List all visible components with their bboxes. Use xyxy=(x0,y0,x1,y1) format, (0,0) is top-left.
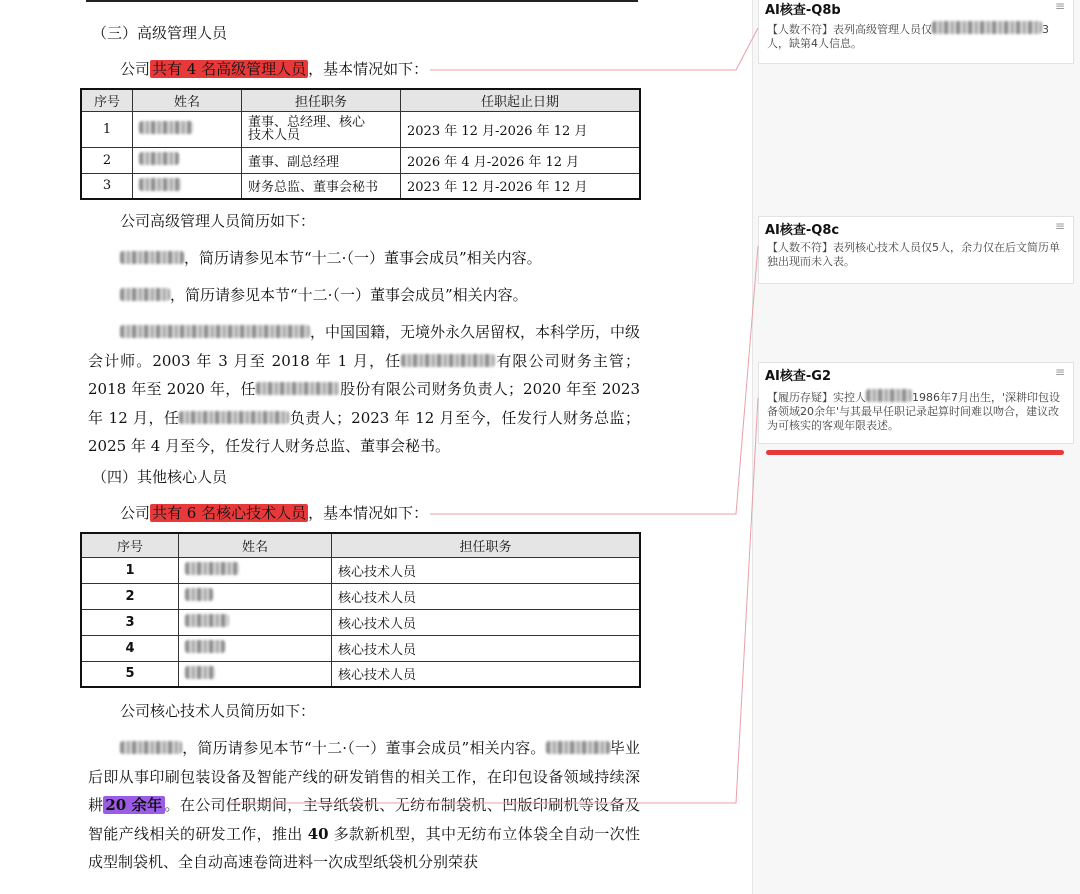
core-th-role: 担任职务 xyxy=(332,533,641,557)
comment-body: 【人数不符】表列高级管理人员仅 3人，缺第4人信息。 xyxy=(767,23,1049,50)
exec-th-role: 担任职务 xyxy=(242,89,401,111)
table-row: 2 核心技术人员 xyxy=(81,583,640,609)
section-heading-core: （四）其他核心人员 xyxy=(92,468,228,486)
table-row: 5 核心技术人员 xyxy=(81,661,640,687)
exec-th-no: 序号 xyxy=(81,89,133,111)
name-redacted xyxy=(179,557,332,583)
exec-bio-intro: 公司高级管理人员简历如下： xyxy=(120,212,316,230)
exec-bio-2: ，简历请参见本节“十二·（一）董事会成员”相关内容。 xyxy=(88,281,640,310)
table-row: 3 核心技术人员 xyxy=(81,609,640,635)
comment-card-q8b[interactable] xyxy=(758,0,1074,64)
name-redacted xyxy=(179,609,332,635)
comment-title: AI核查-G2 xyxy=(765,369,832,384)
exec-bio-3: ，中国国籍，无境外永久居留权，本科学历，中级会计师。2003 年 3 月至 2018 年 1 月，任 有限公司财务主管；2018 年至 2020 年，任 股份有限公司财务负责人；2020 年至 2023 年 12 月，任 负责人；2023 年 12 月至今，任发行人财务总监；2025 年 4 月至今，任发行人财务总监、董事会秘书。 xyxy=(88,323,641,455)
comment-menu-icon[interactable]: ≡ xyxy=(1054,0,1065,13)
highlight-core-count[interactable]: 共有 6 名核心技术人员 xyxy=(152,504,307,522)
name-redacted xyxy=(179,583,332,609)
comment-title: AI核查-Q8b xyxy=(765,3,841,18)
core-table xyxy=(80,532,641,688)
comment-body: 【人数不符】表列核心技术人员仅5人，余力仅在后文简历单独出现而未入表。 xyxy=(767,241,1060,268)
comment-card-q8c[interactable] xyxy=(758,216,1074,284)
name-redacted xyxy=(133,147,242,173)
highlight-exec-count[interactable]: 共有 4 名高级管理人员 xyxy=(152,60,307,78)
table-row: 2 董事、副总经理 2026 年 4 月-2026 年 12 月 xyxy=(81,147,640,173)
comment-rail xyxy=(752,0,1080,894)
name-redacted xyxy=(133,111,242,147)
comment-title: AI核查-Q8c xyxy=(765,223,840,238)
core-th-no: 序号 xyxy=(81,533,179,557)
comment-body: 【履历存疑】实控人 1986年7月出生，'深耕印包设备领域20余年'与其最早任职记录起算时间难以吻合，建议改为可核实的客观年限表述。 xyxy=(767,391,1061,432)
section-heading-exec: （三）高级管理人员 xyxy=(92,24,228,42)
highlight-years[interactable]: 20 余年 xyxy=(105,796,163,814)
active-comment-indicator xyxy=(766,450,1064,455)
exec-intro-paragraph: 公司 共有 4 名高级管理人员 ，基本情况如下： xyxy=(120,60,429,78)
comment-menu-icon[interactable]: ≡ xyxy=(1054,219,1065,233)
exec-bio-1: ，简历请参见本节“十二·（一）董事会成员”相关内容。 xyxy=(88,244,640,273)
name-redacted xyxy=(179,635,332,661)
name-redacted xyxy=(179,661,332,687)
table-bottom-border xyxy=(86,0,638,2)
table-row: 1 董事、总经理、核心 技术人员 2023 年 12 月-2026 年 12 月 xyxy=(81,111,640,147)
exec-th-period: 任职起止日期 xyxy=(401,89,641,111)
table-row: 1 核心技术人员 xyxy=(81,557,640,583)
comment-menu-icon[interactable]: ≡ xyxy=(1054,365,1065,379)
name-redacted xyxy=(133,173,242,199)
table-row: 3 财务总监、董事会秘书 2023 年 12 月-2026 年 12 月 xyxy=(81,173,640,199)
comment-card-g2[interactable] xyxy=(758,362,1074,444)
core-bio-paragraph: ，简历请参见本节“十二·（一）董事会成员”相关内容。 毕业后即从事印刷包装设备及智能产线的研发销售的相关工作，在印包设备领域持续深耕 20 余年 。在公司任职期间，主导纸袋机、无纺布制袋机、凹版印刷机等设备及智能产线相关的研发工作，推出 40 多款新机型，其中无纺布立体袋全自动一次性成型制袋机、全自动高速卷筒进料一次成型纸袋机分别荣获 xyxy=(88,739,640,871)
exec-th-name: 姓名 xyxy=(133,89,242,111)
table-row: 4 核心技术人员 xyxy=(81,635,640,661)
exec-table xyxy=(80,88,641,200)
core-th-name: 姓名 xyxy=(179,533,332,557)
core-intro-paragraph: 公司 共有 6 名核心技术人员 ，基本情况如下： xyxy=(120,504,429,522)
core-bio-intro: 公司核心技术人员简历如下： xyxy=(120,702,316,720)
